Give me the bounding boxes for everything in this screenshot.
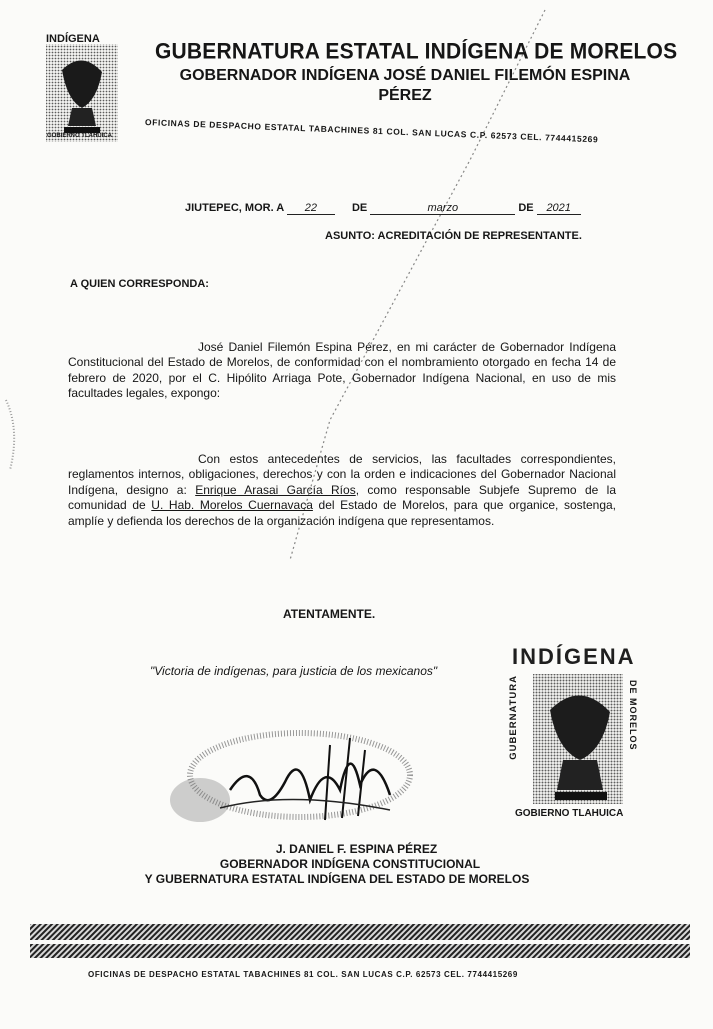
signatory-organization: Y GUBERNATURA ESTATAL INDÍGENA DEL ESTADO DE MORELOS: [144, 872, 530, 886]
closing: ATENTAMENTE.: [283, 607, 376, 621]
designation-text-a: Con estos antecedentes de servicios, las facultades correspondientes, reglamentos internos, obligaciones, derechos y con la orden e indicaciones del Gobernador Nacional Indígena, designo a:: [68, 452, 616, 497]
footer-address: OFICINAS DE DESPACHO ESTATAL TABACHINES 81 COL. SAN LUCAS C.P. 62573 CEL. 7744415269: [88, 970, 518, 979]
date-year: 2021: [537, 202, 581, 215]
date-month: marzo: [370, 202, 515, 215]
salutation: A QUIEN CORRESPONDA:: [70, 278, 209, 290]
signatory-name: J. DANIEL F. ESPINA PÉREZ: [275, 842, 438, 856]
stamp-bottom-text: GOBIERNO TLAHUICA: [515, 808, 624, 819]
signatory-title: GOBERNADOR INDÍGENA CONSTITUCIONAL: [219, 857, 481, 871]
org-logo: [42, 30, 122, 148]
date-de-2: DE: [518, 202, 534, 214]
logo-top-text: INDÍGENA: [46, 33, 100, 45]
designation-text-c: del Estado de Morelos, para que organice, sostenga, amplíe y defienda los derechos de la organización indígena que representamos.: [68, 498, 617, 528]
subject: ASUNTO: ACREDITACIÓN DE REPRESENTANTE.: [325, 230, 582, 242]
date-de-1: DE: [351, 202, 368, 214]
footer-band: [30, 922, 690, 962]
paragraph-designation: [68, 452, 616, 529]
date-day: 22: [287, 202, 335, 215]
stamp-left-text: GUBERNATURA: [508, 675, 519, 760]
motto: "Victoria de indígenas, para justicia de los mexicanos": [150, 664, 438, 678]
handwritten-signature: [160, 720, 420, 840]
date-prefix: JIUTEPEC, MOR. A: [185, 202, 284, 214]
governor-title: GOBERNADOR INDÍGENA JOSÉ DANIEL FILEMÓN ESPINA PÉREZ: [179, 67, 631, 104]
paragraph-intro: José Daniel Filemón Espina Pérez, en mi carácter de Gobernador Indígena Constitucional del Estado de Morelos, de conformidad con el nombramiento otorgado en fecha 14 de febrero de 2020, por el C. Hipólito Arriaga Pote, Gobernador Indígena Nacional, en uso de mis facultades legales, expongo:: [68, 340, 616, 401]
logo-bottom-text: GOBIERNO TLAHUICA: [47, 133, 112, 139]
designation-text-b: , como responsable Subjefe Supremo de la comunidad de: [68, 482, 617, 513]
office-address: OFICINAS DE DESPACHO ESTATAL TABACHINES 81 COL. SAN LUCAS C.P. 62573 CEL. 7744415269: [144, 117, 599, 145]
stamp-right-text: DE MORELOS: [628, 680, 638, 751]
stamp-word: INDÍGENA: [512, 644, 636, 669]
designee-name: Enrique Arasai García Ríos: [195, 482, 356, 497]
community-name: U. Hab. Morelos Cuernavaca: [151, 498, 313, 513]
date-line: [185, 202, 581, 215]
org-title: GUBERNATURA ESTATAL INDÍGENA DE MORELOS: [155, 39, 678, 64]
